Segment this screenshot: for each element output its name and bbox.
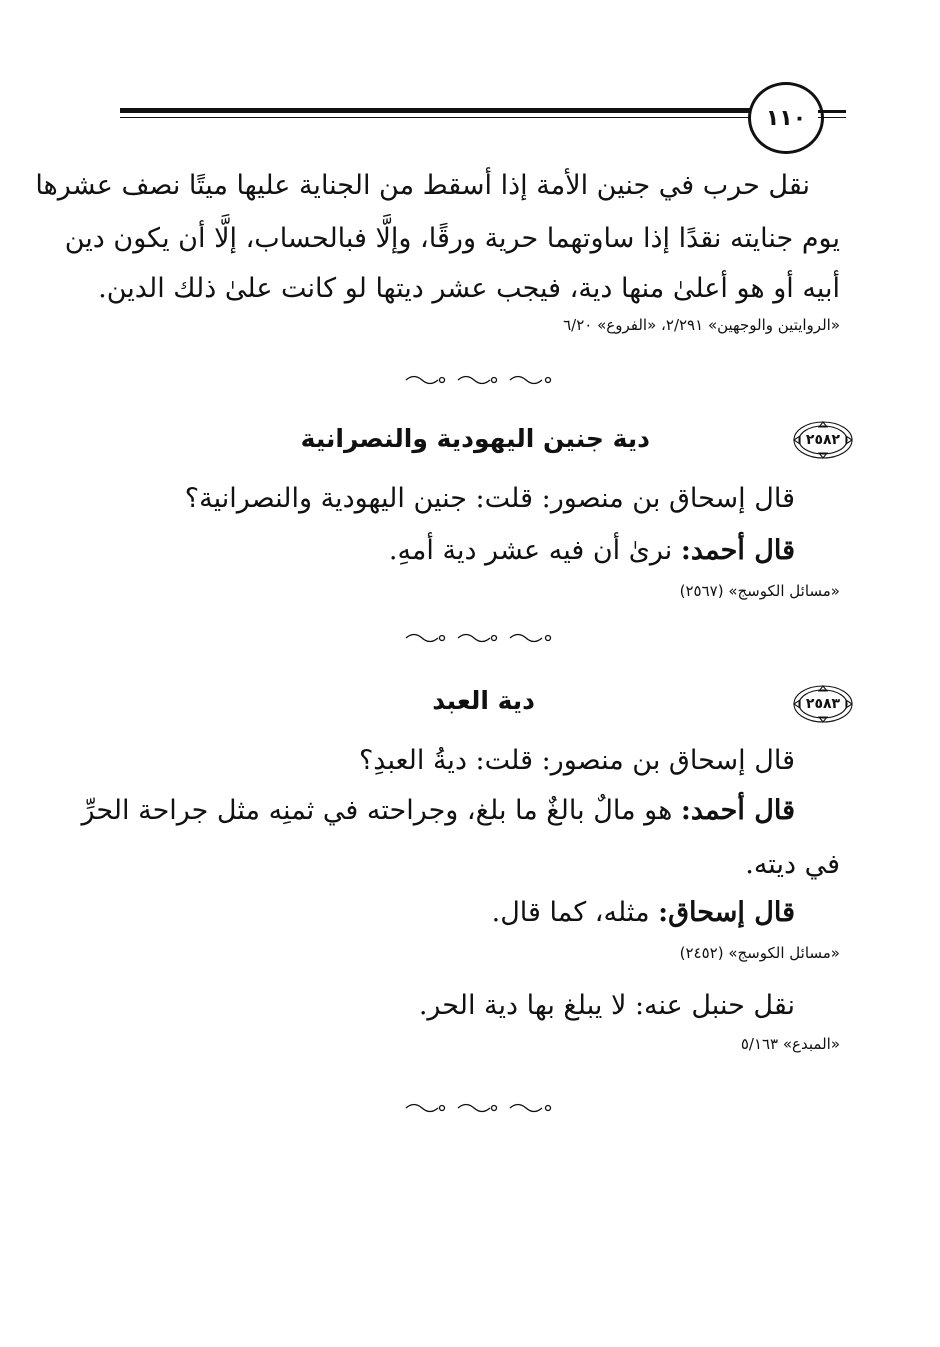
question-line: قال إسحاق بن منصور: قلت: ديةُ العبدِ؟ xyxy=(358,745,795,776)
intro-line-3: أبيه أو هو أعلىٰ منها دية، فيجب عشر ديتها لو كانت علىٰ ذلك الدين. xyxy=(98,273,840,304)
ornament-divider xyxy=(400,372,560,388)
page-number: ١١٠ xyxy=(748,82,824,154)
speaker-label: قال إسحاق: xyxy=(658,897,795,928)
note-line: نقل حنبل عنه: لا يبلغ بها دية الحر. xyxy=(418,990,795,1021)
intro-line-1: نقل حرب في جنين الأمة إذا أسقط من الجناية عليها ميتًا نصف عشرها xyxy=(35,170,810,201)
answer-line xyxy=(115,537,795,564)
section-title: دية جنين اليهودية والنصرانية xyxy=(300,424,650,453)
answer-line-2 xyxy=(115,899,795,926)
answer-continuation: في ديته. xyxy=(745,849,840,880)
answer-text: نرىٰ أن فيه عشر دية أمهِ. xyxy=(388,535,673,566)
speaker-label: قال أحمد: xyxy=(680,535,795,566)
intro-line-2: يوم جنايته نقدًا إذا ساوتهما حرية ورقًا، وإلَّا فبالحساب، إلَّا أن يكون دين xyxy=(64,223,840,254)
section-number-badge xyxy=(792,420,854,460)
section-title: دية العبد xyxy=(432,686,535,715)
header-rule-thick xyxy=(120,108,750,113)
intro-source: «الروايتين والوجهين» ٢/٢٩١، «الفروع» ٦/٢٠ xyxy=(563,316,840,334)
section-source: «مسائل الكوسج» (٢٤٥٢) xyxy=(679,944,840,962)
question-line: قال إسحاق بن منصور: قلت: جنين اليهودية والنصرانية؟ xyxy=(184,483,795,514)
section-number-badge xyxy=(792,684,854,724)
section-number: ٢٥٨٣ xyxy=(805,696,841,712)
section-number: ٢٥٨٢ xyxy=(805,432,841,448)
header-rule-thin xyxy=(120,117,750,118)
ornament-divider xyxy=(400,1100,560,1116)
answer-line xyxy=(81,795,795,826)
answer-text: مثله، كما قال. xyxy=(491,897,650,928)
speaker-label: قال أحمد: xyxy=(680,795,795,826)
note-source: «المبدع» ٥/١٦٣ xyxy=(740,1035,840,1053)
section-source: «مسائل الكوسج» (٢٥٦٧) xyxy=(679,582,840,600)
answer-text: هو مالٌ بالغٌ ما بلغ، وجراحته في ثمنِه مثل جراحة الحرِّ xyxy=(81,795,673,826)
ornament-divider xyxy=(400,630,560,646)
